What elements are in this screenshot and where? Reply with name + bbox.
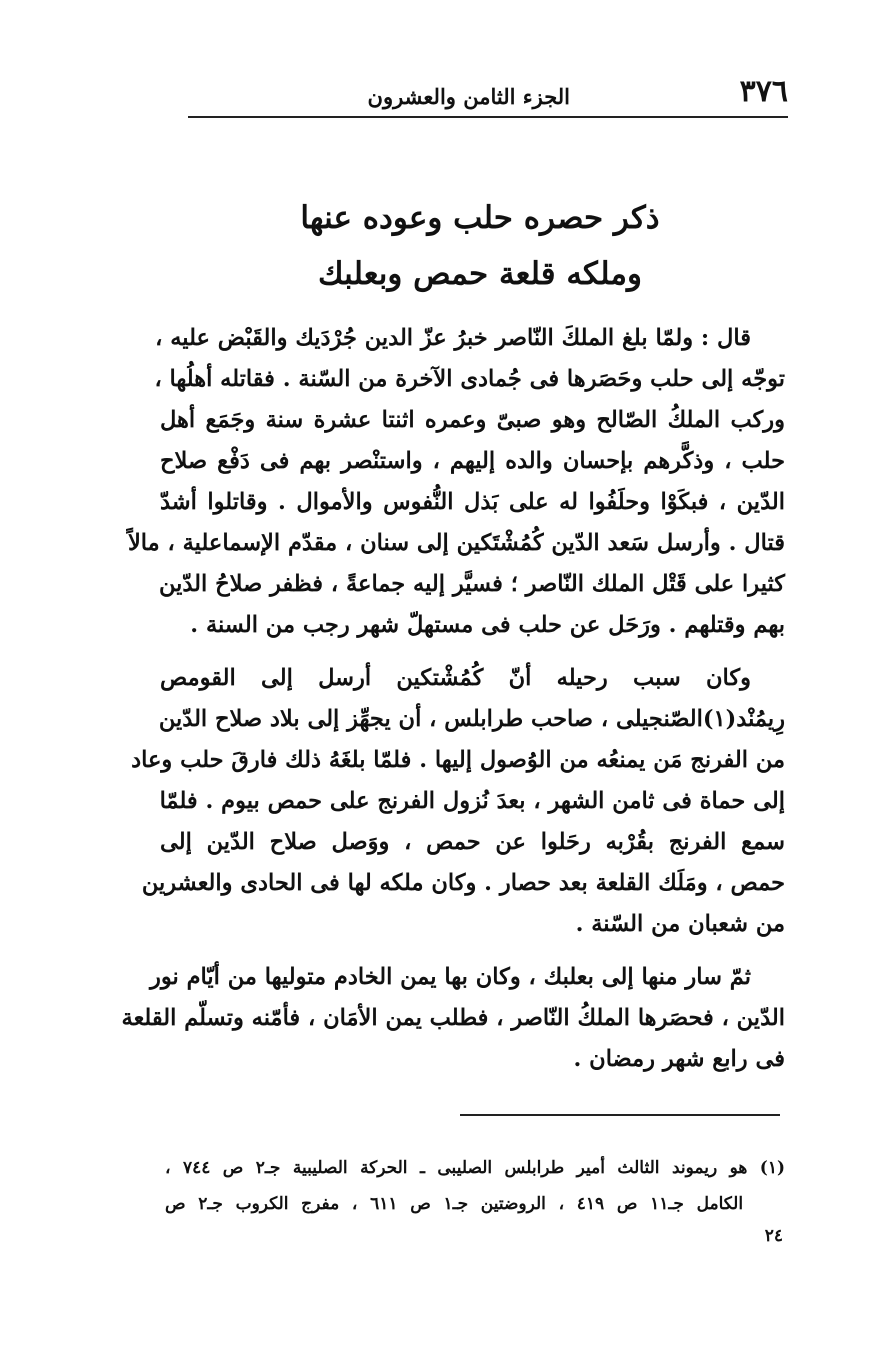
footnote-line-1: (١) هو ريموند الثالث أمير طرابلس الصليبى ـ الحركة الصليبية جـ٢ ص ٧٤٤ ، [165, 1158, 786, 1178]
text-line: فى رابع شهر رمضان . [573, 1046, 785, 1072]
paragraph-1 [127, 318, 785, 646]
heading-line-1: ذكر حصره حلب وعوده عنها [300, 200, 660, 236]
footnotes [165, 1150, 785, 1222]
printer-signature: ٢٤ [764, 1226, 783, 1246]
footnote-rule [460, 1114, 780, 1116]
text-line: من الفرنج مَن يمنعُه من الوُصول إليها . فلمّا بلغَهُ ذلك فارقَ حلب وعاد [131, 747, 785, 773]
section-heading [200, 190, 760, 302]
page-number: ٣٧٦ [739, 74, 788, 109]
text-line: وكان سبب رحيله أنّ كُمُشْتكين أرسل إلى القومص [160, 665, 751, 691]
text-line: حلب ، وذكَّرهم بإحسان والده إليهم ، واستنْصر بهم فى دَفْع صلاح [160, 448, 785, 474]
text-line: وركب الملكُ الصّالح وهو صبىّ وعمره اثنتا عشرة سنة وجَمَع أهل [160, 407, 785, 433]
text-line: قتال . وأرسل سَعد الدّين كُمُشْتَكين إلى سنان ، مقدّم الإسماعلية ، مالاً [127, 530, 785, 556]
running-title: الجزء الثامن والعشرون [367, 84, 570, 109]
text-line: بهم وقتلهم . ورَحَل عن حلب فى مستهلّ شهر رجب من السنة . [190, 612, 785, 638]
paragraph-3 [121, 957, 785, 1080]
text-line: قال : ولمّا بلغ الملكَ النّاصر خبرُ عزّ الدين جُرْدَيك والقَبْض عليه ، [155, 325, 751, 351]
header-rule [188, 116, 788, 118]
text-line: كثيرا على قَتْل الملك النّاصر ؛ فسيَّر إليه جماعةً ، فظفر صلاحُ الدّين [158, 571, 785, 597]
text-line: سمع الفرنج بقُرْبه رحَلوا عن حمص ، ووَصل صلاح الدّين إلى [160, 829, 785, 855]
text-line: الدّين ، فحصَرها الملكُ النّاصر ، فطلب يمن الأمَان ، فأمّنه وتسلّم القلعة [121, 1005, 785, 1031]
body-text [121, 318, 785, 1092]
text-line: توجّه إلى حلب وحَصَرها فى جُمادى الآخرة من السّنة . فقاتله أهلُها ، [154, 366, 785, 392]
text-line: رِيمُنْد(١)الصّنجيلى ، صاحب طرابلس ، أن يجهِّز إلى بلاد صلاح الدّين [158, 706, 785, 732]
text-line: الدّين ، فبكَوْا وحلَفُوا له على بَذل النُّفوس والأموال . وقاتلوا أشدّ [160, 489, 785, 515]
text-line: حمص ، ومَلَك القلعة بعد حصار . وكان ملكه لها فى الحادى والعشرين [141, 870, 785, 896]
heading-line-2: وملكه قلعة حمص وبعلبك [318, 256, 642, 292]
text-line: من شعبان من السّنة . [575, 911, 785, 937]
footnote-line-2: الكامل جـ١١ ص ٤١٩ ، الروضتين جـ١ ص ٦١١ ، مفرج الكروب جـ٢ ص [165, 1194, 744, 1214]
page-header [188, 74, 788, 114]
text-line: ثمّ سار منها إلى بعلبك ، وكان بها يمن الخادم متوليها من أيّام نور [150, 964, 751, 990]
paragraph-2 [131, 658, 785, 945]
text-line: إلى حماة فى ثامن الشهر ، بعدَ نُزول الفرنج على حمص بيوم . فلمّا [159, 788, 785, 814]
